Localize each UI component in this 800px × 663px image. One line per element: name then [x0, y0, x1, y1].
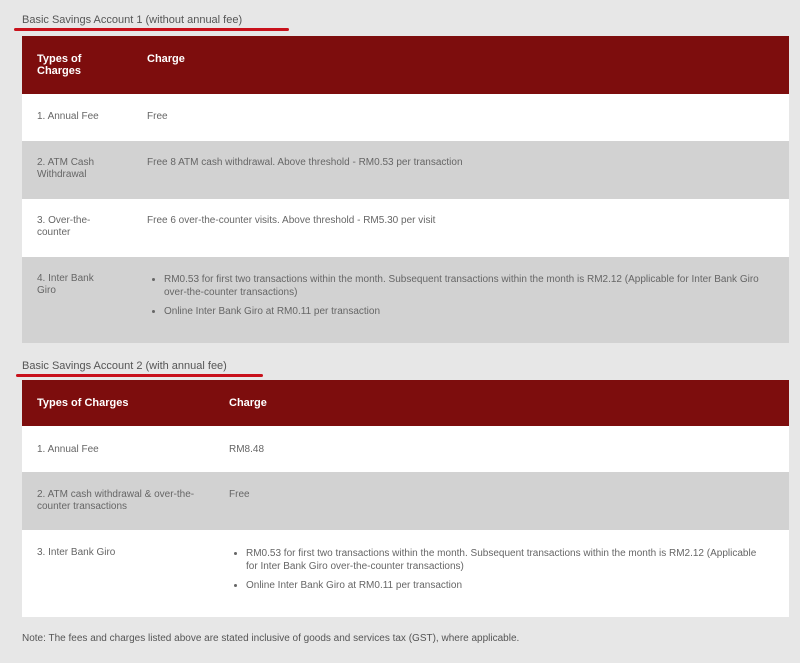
table-row	[22, 530, 789, 617]
list-item: • Online Inter Bank Giro at RM0.11 per transaction	[246, 579, 759, 592]
table-row	[22, 141, 789, 199]
row-charge-list	[214, 530, 789, 617]
list-item: • RM0.53 for first two transactions within the month. Subsequent transactions within the month is RM2.12 (Applicable for Inter Bank Giro over-the-counter transactions)	[246, 547, 759, 573]
table-header-row	[22, 36, 789, 94]
table-row	[22, 426, 789, 472]
row-charge: Free	[132, 94, 789, 141]
row-type: 3. Inter Bank Giro	[22, 530, 214, 617]
row-charge: RM8.48	[214, 426, 789, 472]
section1-title-underline	[14, 28, 289, 31]
header-types-of-charges: Types of Charges	[22, 36, 132, 94]
table-row	[22, 257, 789, 343]
list-item: • RM0.53 for first two transactions within the month. Subsequent transactions within the month is RM2.12 (Applicable for Inter Bank Giro over-the-counter transactions)	[164, 273, 769, 299]
section1-title: Basic Savings Account 1 (without annual fee)	[22, 14, 243, 26]
row-type: 1. Annual Fee	[22, 94, 132, 141]
row-type: 2. ATM Cash Withdrawal	[22, 141, 132, 199]
section1-charges-table	[22, 36, 789, 343]
section2-title: Basic Savings Account 2 (with annual fee)	[22, 360, 227, 372]
row-charge: Free 8 ATM cash withdrawal. Above threshold - RM0.53 per transaction	[132, 141, 789, 199]
list-item: • Online Inter Bank Giro at RM0.11 per transaction	[164, 305, 769, 318]
row-type: 2. ATM cash withdrawal & over-the-counter transactions	[22, 472, 214, 530]
row-type: 4. Inter Bank Giro	[22, 257, 132, 343]
row-type: 3. Over-the-counter	[22, 199, 132, 257]
section2-title-underline	[16, 374, 263, 377]
table-row	[22, 94, 789, 141]
header-types-of-charges: Types of Charges	[22, 380, 214, 426]
row-charge: Free	[214, 472, 789, 530]
row-charge-list	[132, 257, 789, 343]
header-charge: Charge	[132, 36, 789, 94]
row-type: 1. Annual Fee	[22, 426, 214, 472]
table-row	[22, 199, 789, 257]
section2-charges-table	[22, 380, 789, 617]
row-charge: Free 6 over-the-counter visits. Above threshold - RM5.30 per visit	[132, 199, 789, 257]
gst-note: Note: The fees and charges listed above are stated inclusive of goods and services tax (GST), where applicable.	[22, 633, 520, 644]
table-header-row	[22, 380, 789, 426]
header-charge: Charge	[214, 380, 789, 426]
table-row	[22, 472, 789, 530]
